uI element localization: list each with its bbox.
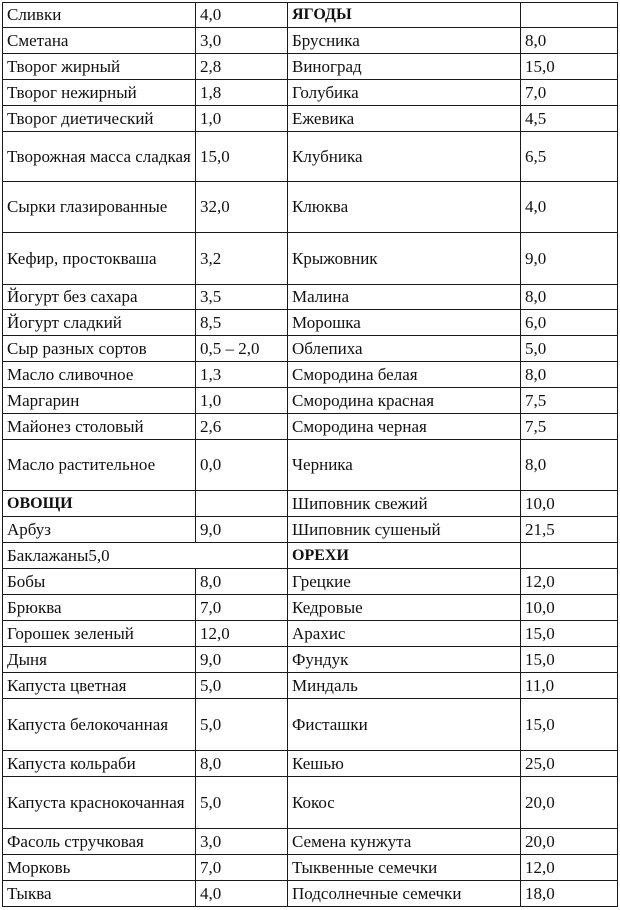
- product-value-cell: 15,0: [521, 54, 618, 80]
- table-row: [3, 491, 618, 517]
- product-value-cell: 11,0: [521, 673, 618, 699]
- product-name-cell: Смородина красная: [288, 388, 521, 414]
- product-value-cell: 9,0: [196, 647, 288, 673]
- product-name-cell: Творожная масса сладкая: [3, 132, 196, 182]
- section-heading: ЯГОДЫ: [288, 3, 521, 28]
- product-name-cell: Шиповник свежий: [288, 491, 521, 517]
- product-name-cell: Брюква: [3, 595, 196, 621]
- product-name-cell: Капуста краснокочанная: [3, 777, 196, 829]
- table-row: [3, 517, 618, 543]
- product-value-cell: 15,0: [521, 621, 618, 647]
- product-name-cell: Морковь: [3, 855, 196, 881]
- table-row: [3, 829, 618, 855]
- table-row: [3, 285, 618, 310]
- table-row: [3, 569, 618, 595]
- product-name-cell: Кефир, простокваша: [3, 233, 196, 285]
- table-row: [3, 362, 618, 388]
- product-value-cell: 4,0: [196, 3, 288, 28]
- table-row: [3, 54, 618, 80]
- product-name-cell: Тыквенные семечки: [288, 855, 521, 881]
- table-row: [3, 699, 618, 751]
- product-value-cell: 2,8: [196, 54, 288, 80]
- product-name-cell: Йогурт без сахара: [3, 285, 196, 310]
- product-name-cell: Голубика: [288, 80, 521, 106]
- product-value-cell: 10,0: [521, 595, 618, 621]
- product-value-cell: 8,5: [196, 310, 288, 336]
- product-value-cell: 7,0: [196, 855, 288, 881]
- table-row: [3, 673, 618, 699]
- product-value-cell: 5,0: [196, 777, 288, 829]
- product-name-cell: Сыр разных сортов: [3, 336, 196, 362]
- product-name-cell: Смородина черная: [288, 414, 521, 440]
- product-name-cell: Сырки глазированные: [3, 182, 196, 233]
- table-row: [3, 132, 618, 182]
- product-name-cell: Творог диетический: [3, 106, 196, 132]
- product-value-cell: 12,0: [521, 855, 618, 881]
- table-row: [3, 414, 618, 440]
- product-value-cell: 0,0: [196, 440, 288, 491]
- section-heading: ОВОЩИ: [3, 491, 196, 517]
- table-row: [3, 388, 618, 414]
- product-value-cell: 5,0: [521, 336, 618, 362]
- product-name-cell: Семена кунжута: [288, 829, 521, 855]
- product-name-cell: Дыня: [3, 647, 196, 673]
- table-row: [3, 595, 618, 621]
- nutrition-table: [2, 2, 618, 907]
- product-name-cell: Черника: [288, 440, 521, 491]
- product-value-cell: 3,2: [196, 233, 288, 285]
- product-name-cell: Арбуз: [3, 517, 196, 543]
- product-value-cell: 18,0: [521, 881, 618, 907]
- product-value-cell: 3,0: [196, 829, 288, 855]
- product-value-cell: 7,0: [521, 80, 618, 106]
- product-name-cell: Подсолнечные семечки: [288, 881, 521, 907]
- product-name-cell: Кешью: [288, 751, 521, 777]
- product-name-cell: Йогурт сладкий: [3, 310, 196, 336]
- product-value-cell: 32,0: [196, 182, 288, 233]
- product-name-cell: Смородина белая: [288, 362, 521, 388]
- product-name-cell: Тыква: [3, 881, 196, 907]
- product-merged-cell: Баклажаны5,0: [3, 543, 288, 569]
- product-name-cell: Виноград: [288, 54, 521, 80]
- product-value-cell: 10,0: [521, 491, 618, 517]
- product-name-cell: Ежевика: [288, 106, 521, 132]
- product-value-cell: [521, 3, 618, 28]
- product-name-cell: Брусника: [288, 28, 521, 54]
- product-value-cell: 1,8: [196, 80, 288, 106]
- product-value-cell: 15,0: [521, 699, 618, 751]
- product-name-cell: Масло сливочное: [3, 362, 196, 388]
- table-body: [3, 3, 618, 907]
- product-value-cell: 9,0: [196, 517, 288, 543]
- product-value-cell: 12,0: [521, 569, 618, 595]
- table-row: [3, 80, 618, 106]
- product-value-cell: 21,5: [521, 517, 618, 543]
- product-name-cell: Сметана: [3, 28, 196, 54]
- product-value-cell: 7,5: [521, 414, 618, 440]
- table-row: [3, 777, 618, 829]
- product-value-cell: 1,0: [196, 106, 288, 132]
- product-name-cell: Фисташки: [288, 699, 521, 751]
- product-value-cell: 15,0: [521, 647, 618, 673]
- product-value-cell: 5,0: [196, 673, 288, 699]
- product-name-cell: Кедровые: [288, 595, 521, 621]
- product-value-cell: 8,0: [521, 285, 618, 310]
- table-row: [3, 855, 618, 881]
- product-name-cell: Фундук: [288, 647, 521, 673]
- product-name-cell: Миндаль: [288, 673, 521, 699]
- table-row: [3, 881, 618, 907]
- product-value-cell: 2,6: [196, 414, 288, 440]
- product-value-cell: 0,5 – 2,0: [196, 336, 288, 362]
- table-row: [3, 336, 618, 362]
- product-value-cell: 1,0: [196, 388, 288, 414]
- product-value-cell: 8,0: [521, 440, 618, 491]
- table-row: [3, 310, 618, 336]
- table-row: [3, 440, 618, 491]
- product-name-cell: Творог жирный: [3, 54, 196, 80]
- product-value-cell: 8,0: [196, 751, 288, 777]
- product-name-cell: Капуста белокочанная: [3, 699, 196, 751]
- product-value-cell: 12,0: [196, 621, 288, 647]
- product-name-cell: Майонез столовый: [3, 414, 196, 440]
- product-name-cell: Масло растительное: [3, 440, 196, 491]
- product-value-cell: 3,0: [196, 28, 288, 54]
- product-value-cell: 1,3: [196, 362, 288, 388]
- table-row: [3, 3, 618, 28]
- product-value-cell: 6,0: [521, 310, 618, 336]
- product-name-cell: Арахис: [288, 621, 521, 647]
- product-name-cell: Кокос: [288, 777, 521, 829]
- product-value-cell: 20,0: [521, 777, 618, 829]
- product-value-cell: 8,0: [521, 28, 618, 54]
- product-name-cell: Бобы: [3, 569, 196, 595]
- product-name-cell: Творог нежирный: [3, 80, 196, 106]
- product-value-cell: 9,0: [521, 233, 618, 285]
- product-name-cell: Клюква: [288, 182, 521, 233]
- product-value-cell: 25,0: [521, 751, 618, 777]
- product-name-cell: Горошек зеленый: [3, 621, 196, 647]
- product-value-cell: 8,0: [521, 362, 618, 388]
- product-name-cell: Капуста кольраби: [3, 751, 196, 777]
- product-value-cell: 20,0: [521, 829, 618, 855]
- product-name-cell: Сливки: [3, 3, 196, 28]
- product-value-cell: 4,0: [196, 881, 288, 907]
- product-value-cell: 5,0: [196, 699, 288, 751]
- table-row: [3, 751, 618, 777]
- product-name-cell: Малина: [288, 285, 521, 310]
- product-value-cell: 8,0: [196, 569, 288, 595]
- product-name-cell: Шиповник сушеный: [288, 517, 521, 543]
- table-row: [3, 621, 618, 647]
- product-name-cell: Клубника: [288, 132, 521, 182]
- table-row: [3, 28, 618, 54]
- product-value-cell: [521, 543, 618, 569]
- product-value-cell: [196, 491, 288, 517]
- table-row: [3, 233, 618, 285]
- table-row: [3, 543, 618, 569]
- table-row: [3, 182, 618, 233]
- product-value-cell: 6,5: [521, 132, 618, 182]
- product-name-cell: Маргарин: [3, 388, 196, 414]
- product-value-cell: 4,0: [521, 182, 618, 233]
- product-name-cell: Крыжовник: [288, 233, 521, 285]
- product-value-cell: 7,0: [196, 595, 288, 621]
- table-row: [3, 106, 618, 132]
- product-name-cell: Морошка: [288, 310, 521, 336]
- table-row: [3, 647, 618, 673]
- product-name-cell: Капуста цветная: [3, 673, 196, 699]
- product-value-cell: 7,5: [521, 388, 618, 414]
- product-name-cell: Фасоль стручковая: [3, 829, 196, 855]
- section-heading: ОРЕХИ: [288, 543, 521, 569]
- product-name-cell: Облепиха: [288, 336, 521, 362]
- product-value-cell: 3,5: [196, 285, 288, 310]
- product-value-cell: 4,5: [521, 106, 618, 132]
- product-name-cell: Грецкие: [288, 569, 521, 595]
- product-value-cell: 15,0: [196, 132, 288, 182]
